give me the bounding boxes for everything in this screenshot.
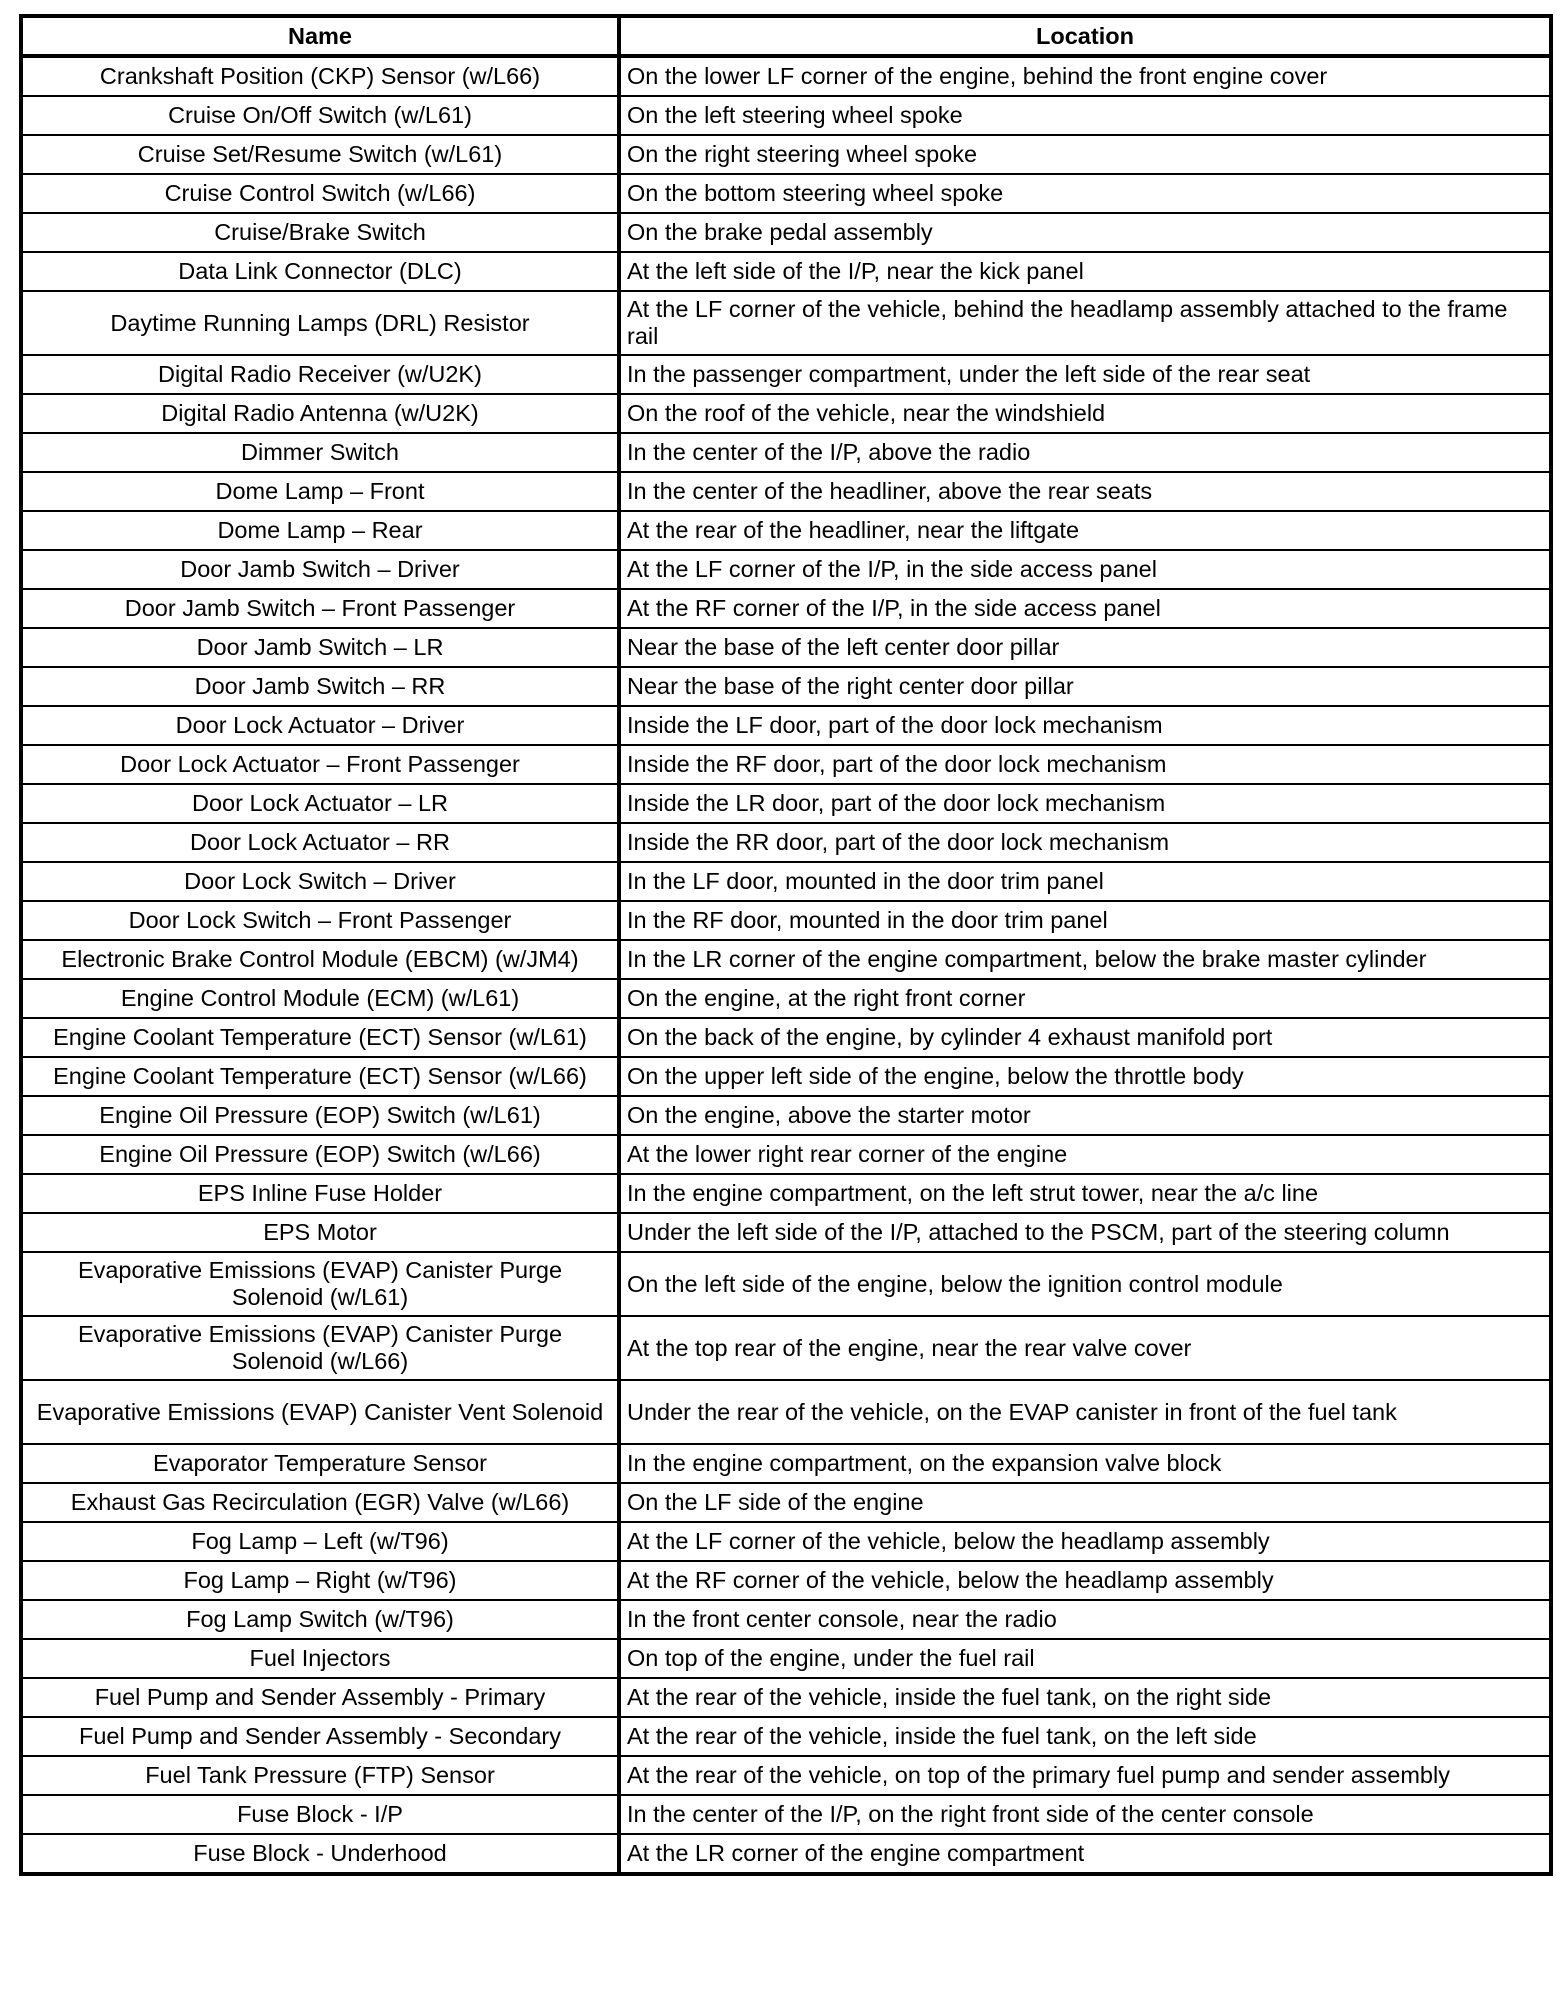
component-location-cell: At the LF corner of the vehicle, behind the headlamp assembly attached to the frame rail bbox=[619, 291, 1551, 355]
component-name-cell: Fog Lamp – Left (w/T96) bbox=[21, 1522, 619, 1561]
component-location-cell: In the LF door, mounted in the door trim panel bbox=[619, 862, 1551, 901]
component-location-cell: At the LF corner of the I/P, in the side access panel bbox=[619, 550, 1551, 589]
component-name-cell: Door Jamb Switch – LR bbox=[21, 628, 619, 667]
component-location-cell: In the RF door, mounted in the door trim panel bbox=[619, 901, 1551, 940]
component-location-cell: In the center of the I/P, above the radio bbox=[619, 433, 1551, 472]
component-name-cell: Door Lock Actuator – Front Passenger bbox=[21, 745, 619, 784]
table-row bbox=[21, 1639, 1551, 1678]
table-row bbox=[21, 1018, 1551, 1057]
component-name-cell: Door Lock Switch – Front Passenger bbox=[21, 901, 619, 940]
component-location-cell: At the LR corner of the engine compartment bbox=[619, 1834, 1551, 1874]
component-name-cell: Cruise Set/Resume Switch (w/L61) bbox=[21, 135, 619, 174]
component-location-cell: On the brake pedal assembly bbox=[619, 213, 1551, 252]
component-name-cell: Engine Control Module (ECM) (w/L61) bbox=[21, 979, 619, 1018]
column-header-location: Location bbox=[619, 16, 1551, 56]
component-location-cell: In the engine compartment, on the expansion valve block bbox=[619, 1444, 1551, 1483]
component-location-cell: In the center of the I/P, on the right front side of the center console bbox=[619, 1795, 1551, 1834]
component-name-cell: Fuse Block - Underhood bbox=[21, 1834, 619, 1874]
component-location-cell: On the LF side of the engine bbox=[619, 1483, 1551, 1522]
table-row bbox=[21, 1678, 1551, 1717]
component-location-cell: Under the rear of the vehicle, on the EVAP canister in front of the fuel tank bbox=[619, 1380, 1551, 1444]
component-location-cell: On the engine, at the right front corner bbox=[619, 979, 1551, 1018]
component-name-cell: Electronic Brake Control Module (EBCM) (w/JM4) bbox=[21, 940, 619, 979]
component-name-cell: Fog Lamp – Right (w/T96) bbox=[21, 1561, 619, 1600]
table-row bbox=[21, 1717, 1551, 1756]
component-location-cell: In the front center console, near the radio bbox=[619, 1600, 1551, 1639]
table-row bbox=[21, 1057, 1551, 1096]
component-name-cell: Evaporative Emissions (EVAP) Canister Vent Solenoid bbox=[21, 1380, 619, 1444]
component-name-cell: Evaporator Temperature Sensor bbox=[21, 1444, 619, 1483]
component-location-cell: Near the base of the right center door pillar bbox=[619, 667, 1551, 706]
table-row bbox=[21, 550, 1551, 589]
table-row bbox=[21, 1483, 1551, 1522]
table-row bbox=[21, 213, 1551, 252]
component-name-cell: Fog Lamp Switch (w/T96) bbox=[21, 1600, 619, 1639]
table-row bbox=[21, 667, 1551, 706]
component-name-cell: Dimmer Switch bbox=[21, 433, 619, 472]
table-row bbox=[21, 628, 1551, 667]
table-row bbox=[21, 511, 1551, 550]
component-location-cell: At the RF corner of the I/P, in the side access panel bbox=[619, 589, 1551, 628]
component-name-cell: Digital Radio Receiver (w/U2K) bbox=[21, 355, 619, 394]
component-location-cell: At the rear of the vehicle, inside the fuel tank, on the left side bbox=[619, 1717, 1551, 1756]
component-name-cell: EPS Motor bbox=[21, 1213, 619, 1252]
component-location-cell: Under the left side of the I/P, attached to the PSCM, part of the steering column bbox=[619, 1213, 1551, 1252]
component-location-cell: Near the base of the left center door pillar bbox=[619, 628, 1551, 667]
component-location-cell: On the left side of the engine, below the ignition control module bbox=[619, 1252, 1551, 1316]
table-row bbox=[21, 1600, 1551, 1639]
table-row bbox=[21, 706, 1551, 745]
component-name-cell: Cruise Control Switch (w/L66) bbox=[21, 174, 619, 213]
component-name-cell: Engine Coolant Temperature (ECT) Sensor (w/L66) bbox=[21, 1057, 619, 1096]
component-location-cell: At the rear of the headliner, near the liftgate bbox=[619, 511, 1551, 550]
component-name-cell: EPS Inline Fuse Holder bbox=[21, 1174, 619, 1213]
header-row bbox=[21, 16, 1551, 56]
component-name-cell: Engine Oil Pressure (EOP) Switch (w/L61) bbox=[21, 1096, 619, 1135]
table-row bbox=[21, 291, 1551, 355]
table-row bbox=[21, 1522, 1551, 1561]
component-location-cell: Inside the RR door, part of the door lock mechanism bbox=[619, 823, 1551, 862]
component-location-cell: In the passenger compartment, under the left side of the rear seat bbox=[619, 355, 1551, 394]
component-location-cell: At the RF corner of the vehicle, below the headlamp assembly bbox=[619, 1561, 1551, 1600]
component-location-cell: In the LR corner of the engine compartment, below the brake master cylinder bbox=[619, 940, 1551, 979]
component-name-cell: Door Lock Switch – Driver bbox=[21, 862, 619, 901]
component-location-cell: At the LF corner of the vehicle, below the headlamp assembly bbox=[619, 1522, 1551, 1561]
table-row bbox=[21, 1561, 1551, 1600]
table-row bbox=[21, 394, 1551, 433]
component-name-cell: Dome Lamp – Rear bbox=[21, 511, 619, 550]
table-row bbox=[21, 784, 1551, 823]
table-row bbox=[21, 1316, 1551, 1380]
component-location-cell: On the back of the engine, by cylinder 4 exhaust manifold port bbox=[619, 1018, 1551, 1057]
table-row bbox=[21, 135, 1551, 174]
table-row bbox=[21, 1795, 1551, 1834]
table-row bbox=[21, 355, 1551, 394]
table-row bbox=[21, 979, 1551, 1018]
component-location-cell: On the upper left side of the engine, below the throttle body bbox=[619, 1057, 1551, 1096]
component-name-cell: Data Link Connector (DLC) bbox=[21, 252, 619, 291]
component-location-cell: At the left side of the I/P, near the kick panel bbox=[619, 252, 1551, 291]
component-name-cell: Cruise On/Off Switch (w/L61) bbox=[21, 96, 619, 135]
component-location-cell: On the left steering wheel spoke bbox=[619, 96, 1551, 135]
component-name-cell: Daytime Running Lamps (DRL) Resistor bbox=[21, 291, 619, 355]
table-row bbox=[21, 433, 1551, 472]
component-name-cell: Fuel Injectors bbox=[21, 1639, 619, 1678]
component-name-cell: Dome Lamp – Front bbox=[21, 472, 619, 511]
component-location-cell: At the rear of the vehicle, on top of the primary fuel pump and sender assembly bbox=[619, 1756, 1551, 1795]
table-row bbox=[21, 940, 1551, 979]
component-name-cell: Engine Oil Pressure (EOP) Switch (w/L66) bbox=[21, 1135, 619, 1174]
table-row bbox=[21, 823, 1551, 862]
component-name-cell: Digital Radio Antenna (w/U2K) bbox=[21, 394, 619, 433]
component-name-cell: Fuse Block - I/P bbox=[21, 1795, 619, 1834]
component-location-cell: On the roof of the vehicle, near the windshield bbox=[619, 394, 1551, 433]
table-row bbox=[21, 1096, 1551, 1135]
table-row bbox=[21, 589, 1551, 628]
table-row bbox=[21, 901, 1551, 940]
component-location-cell: On the engine, above the starter motor bbox=[619, 1096, 1551, 1135]
component-location-cell: In the engine compartment, on the left strut tower, near the a/c line bbox=[619, 1174, 1551, 1213]
component-name-cell: Engine Coolant Temperature (ECT) Sensor (w/L61) bbox=[21, 1018, 619, 1057]
component-location-cell: Inside the LR door, part of the door lock mechanism bbox=[619, 784, 1551, 823]
component-name-cell: Door Jamb Switch – Front Passenger bbox=[21, 589, 619, 628]
table-row bbox=[21, 1174, 1551, 1213]
component-location-cell: On the right steering wheel spoke bbox=[619, 135, 1551, 174]
table-row bbox=[21, 252, 1551, 291]
component-location-cell: At the rear of the vehicle, inside the fuel tank, on the right side bbox=[619, 1678, 1551, 1717]
component-name-cell: Evaporative Emissions (EVAP) Canister Purge Solenoid (w/L61) bbox=[21, 1252, 619, 1316]
component-name-cell: Crankshaft Position (CKP) Sensor (w/L66) bbox=[21, 56, 619, 96]
component-name-cell: Fuel Pump and Sender Assembly - Primary bbox=[21, 1678, 619, 1717]
table-row bbox=[21, 472, 1551, 511]
table-row bbox=[21, 174, 1551, 213]
table-row bbox=[21, 1380, 1551, 1444]
component-location-cell: Inside the RF door, part of the door lock mechanism bbox=[619, 745, 1551, 784]
table-body bbox=[21, 56, 1551, 1874]
table-row bbox=[21, 1834, 1551, 1874]
component-name-cell: Evaporative Emissions (EVAP) Canister Purge Solenoid (w/L66) bbox=[21, 1316, 619, 1380]
component-location-cell: At the top rear of the engine, near the rear valve cover bbox=[619, 1316, 1551, 1380]
component-name-cell: Door Jamb Switch – Driver bbox=[21, 550, 619, 589]
table-row bbox=[21, 1213, 1551, 1252]
component-name-cell: Exhaust Gas Recirculation (EGR) Valve (w/L66) bbox=[21, 1483, 619, 1522]
component-name-cell: Fuel Pump and Sender Assembly - Secondary bbox=[21, 1717, 619, 1756]
component-name-cell: Cruise/Brake Switch bbox=[21, 213, 619, 252]
table-row bbox=[21, 862, 1551, 901]
table-row bbox=[21, 1252, 1551, 1316]
table-row bbox=[21, 1135, 1551, 1174]
component-location-cell: Inside the LF door, part of the door lock mechanism bbox=[619, 706, 1551, 745]
component-name-cell: Door Lock Actuator – Driver bbox=[21, 706, 619, 745]
component-location-cell: In the center of the headliner, above the rear seats bbox=[619, 472, 1551, 511]
table-row bbox=[21, 96, 1551, 135]
component-name-cell: Fuel Tank Pressure (FTP) Sensor bbox=[21, 1756, 619, 1795]
table-row bbox=[21, 745, 1551, 784]
table-row bbox=[21, 1444, 1551, 1483]
component-location-table bbox=[19, 14, 1553, 1876]
component-location-cell: On the lower LF corner of the engine, behind the front engine cover bbox=[619, 56, 1551, 96]
table-row bbox=[21, 1756, 1551, 1795]
component-name-cell: Door Jamb Switch – RR bbox=[21, 667, 619, 706]
column-header-name: Name bbox=[21, 16, 619, 56]
component-location-cell: On top of the engine, under the fuel rail bbox=[619, 1639, 1551, 1678]
component-location-cell: At the lower right rear corner of the engine bbox=[619, 1135, 1551, 1174]
component-name-cell: Door Lock Actuator – LR bbox=[21, 784, 619, 823]
table-row bbox=[21, 56, 1551, 96]
component-name-cell: Door Lock Actuator – RR bbox=[21, 823, 619, 862]
component-location-cell: On the bottom steering wheel spoke bbox=[619, 174, 1551, 213]
